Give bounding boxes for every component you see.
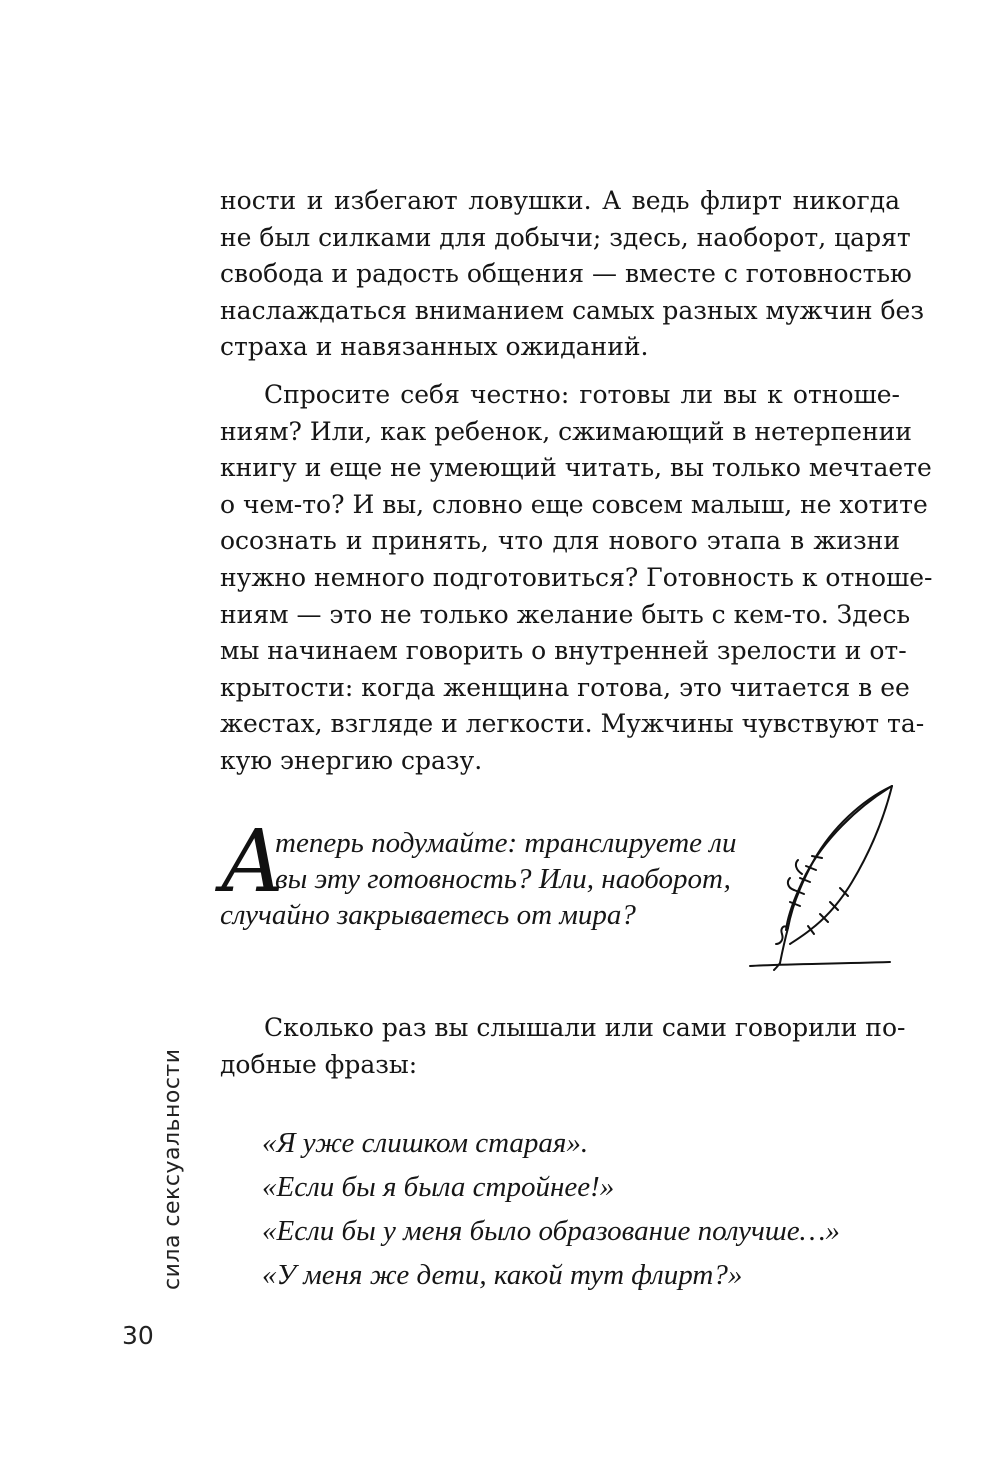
text-line: ности и избегают ловушки. А ведь флирт никогда [220,186,900,215]
text-line: Спросите себя честно: готовы ли вы к отноше- [264,380,900,409]
text-line: нужно немного подготовиться? Готовность к отноше- [220,562,933,592]
phrase-list [262,1121,840,1297]
phrase-item: «У меня же дети, какой тут флирт?» [262,1259,743,1291]
text-line: наслаждаться вниманием самых разных мужчин без [220,295,924,325]
quill-feather-icon [744,778,894,973]
text-line: ниям? Или, как ребенок, сжимающий в нетерпении [220,416,912,446]
drop-cap: А [220,812,286,912]
text-line: не был силками для добычи; здесь, наоборот, царят [220,222,911,252]
paragraph-1 [220,183,924,366]
phrase-item: «Я уже слишком старая». [262,1127,589,1159]
text-line: мы начинаем говорить о внутренней зрелости и от- [220,636,907,666]
text-line: добные фразы: [220,1049,418,1079]
running-title: сила сексуальности [160,1048,185,1290]
text-line: о чем-то? И вы, словно еще совсем малыш, не хотите [220,489,928,519]
phrase-item: «Если бы у меня было образование получше…» [262,1215,840,1247]
text-line: крытости: когда женщина готова, это читается в ее [220,672,910,702]
callout-line: случайно закрываетесь от мира? [220,899,636,931]
text-line: ниям — это не только желание быть с кем-то. Здесь [220,599,911,629]
text-line: книгу и еще не умеющий читать, вы только мечтаете [220,453,932,483]
phrase-item: «Если бы я была стройнее!» [262,1171,615,1203]
text-line: осознать и принять, что для нового этапа в жизни [220,526,900,556]
text-line: жестах, взгляде и легкости. Мужчины чувствуют та- [220,709,925,739]
text-line: свобода и радость общения — вместе с готовностью [220,259,912,289]
callout-line: вы эту готовность? Или, наоборот, [275,863,731,895]
paragraph-3 [220,1010,906,1083]
paragraph-2 [220,377,933,780]
page-number: 30 [122,1321,154,1350]
callout-quote [220,812,780,933]
text-line: Сколько раз вы слышали или сами говорили по- [264,1013,906,1042]
text-line: страха и навязанных ожиданий. [220,332,649,362]
callout-line: теперь подумайте: транслируете ли [275,827,737,859]
text-line: кую энергию сразу. [220,745,483,775]
